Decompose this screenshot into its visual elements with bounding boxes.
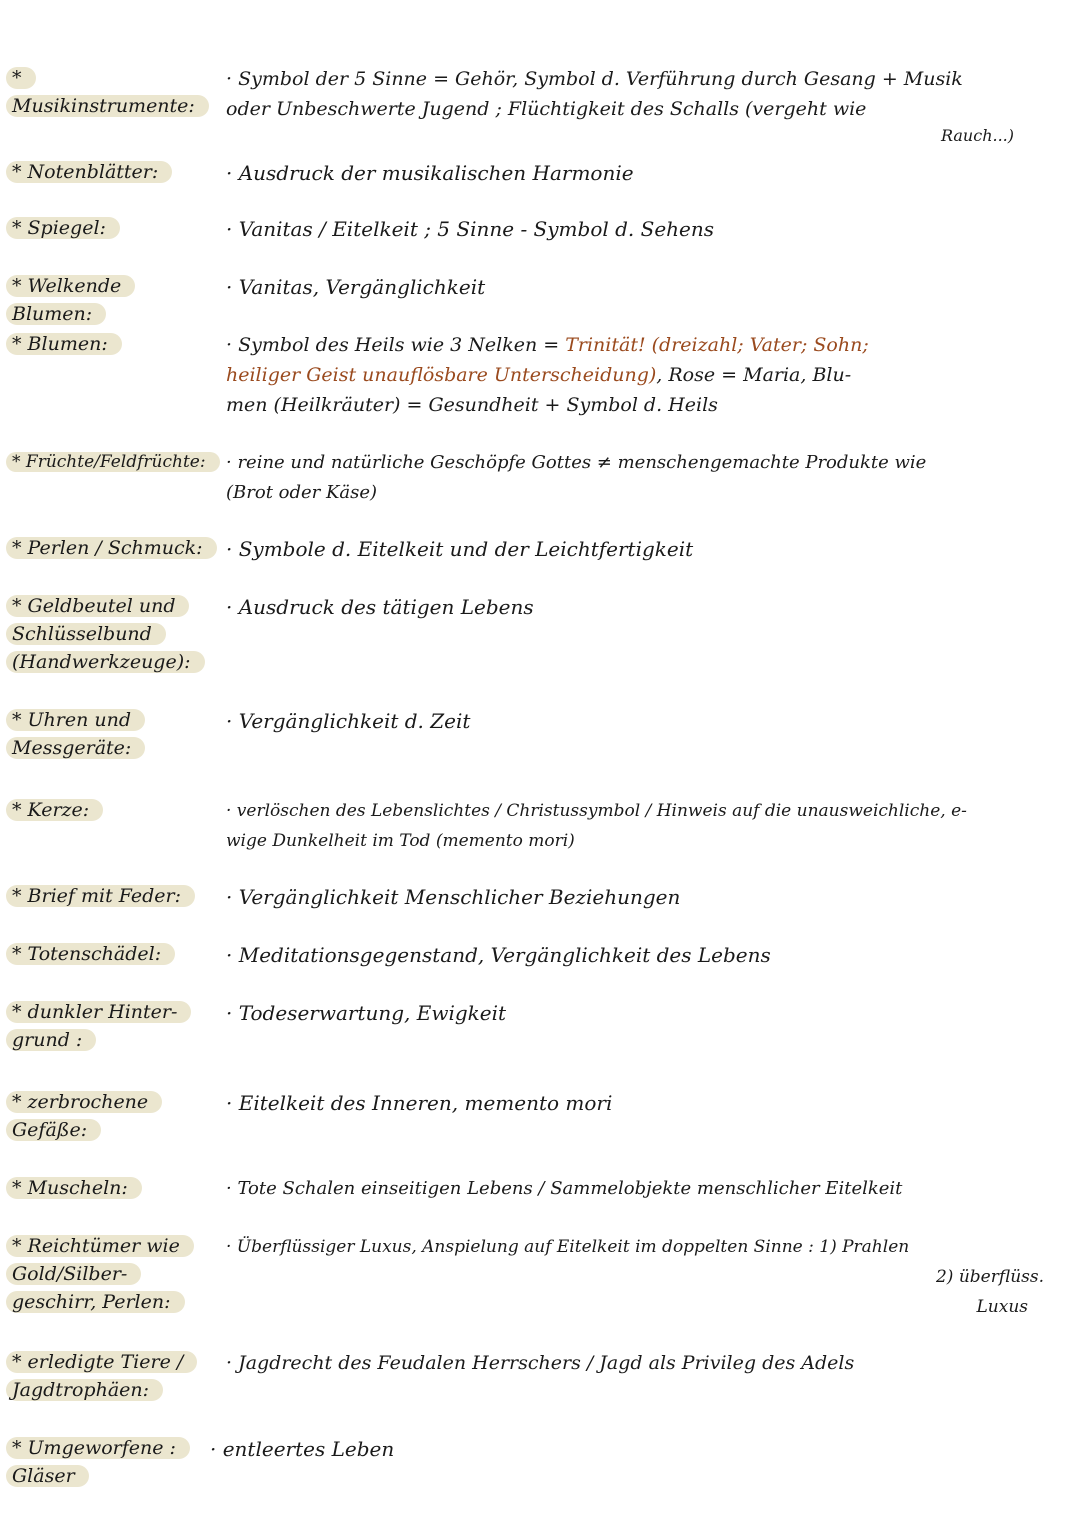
entry-term: * Geldbeutel und Schlüsselbund (Handwerkzeuge): [6,592,206,676]
entry-description: · Todeserwartung, Ewigkeit [226,1001,507,1025]
entry-term: * Umgeworfene : Gläser [6,1434,192,1490]
entry-term: * Welkende Blumen: [6,272,218,328]
entry-description: · entleertes Leben [210,1437,395,1461]
entry-term: * Reichtümer wie Gold/Silber- geschirr, Perlen: [6,1232,202,1316]
entry-term: * Blumen: [6,330,218,358]
entry-term: * erledigte Tiere / Jagdtrophäen: [6,1348,192,1404]
entry-term: * Musikinstrumente: [6,64,218,120]
entry-description: · Meditationsgegenstand, Vergänglichkeit des Lebens [226,943,771,967]
entry-description: · Vergänglichkeit Menschlicher Beziehungen [226,885,681,909]
entry-term: * Muscheln: [6,1174,218,1202]
entry-description: · Tote Schalen einseitigen Lebens / Sammelobjekte menschlicher Eitelkeit [226,1178,903,1199]
entry-term: * Brief mit Feder: [6,882,218,910]
entry-description: · Vergänglichkeit d. Zeit [226,709,471,733]
entry-description: · Ausdruck des tätigen Lebens [226,595,534,619]
entry-description: · verlöschen des Lebenslichtes / Christussymbol / Hinweis auf die unausweichliche, e- wige Dunkelheit im Tod (memento mori) [226,801,967,851]
entry-term: * Perlen / Schmuck: [6,534,218,562]
entry-description: · Vanitas / Eitelkeit ; 5 Sinne - Symbol d. Sehens [226,217,715,241]
accent-text: Trinität! (dreizahl; Vater; Sohn; [565,334,869,356]
entry-term: * Notenblätter: [6,158,218,186]
accent-text: heiliger Geist unauflösbare Unterscheidung) [226,364,657,386]
entry-description: · Symbol des Heils wie 3 Nelken = Trinität! (dreizahl; Vater; Sohn; heiliger Geist unauflösbare Unterscheidung), Rose = Maria, Blu- men (Heilkräuter) = Gesundheit + Symbol d. Heils [226,334,869,416]
entry-description: · reine und natürliche Geschöpfe Gottes ≠ menschengemachte Produkte wie (Brot oder Käse) [226,452,927,503]
entry-term: * Totenschädel: [6,940,218,968]
entry-term: * zerbrochene Gefäße: [6,1088,166,1144]
entry-description: · Eitelkeit des Inneren, memento mori [226,1091,613,1115]
entry-description: · Symbole d. Eitelkeit und der Leichtfertigkeit [226,537,694,561]
entry-description: · Symbol der 5 Sinne = Gehör, Symbol d. Verführung durch Gesang + Musik oder Unbeschwerte Jugend ; Flüchtigkeit des Schalls (vergeht wie Rauch...) [226,68,1014,145]
entry-term: * Früchte/Feldfrüchte: [6,448,226,476]
entry-term: * dunkler Hinter- grund : [6,998,186,1054]
entry-description: · Ausdruck der musikalischen Harmonie [226,161,634,185]
entry-description: · Jagdrecht des Feudalen Herrschers / Jagd als Privileg des Adels [226,1352,855,1374]
entry-term: * Uhren und Messgeräte: [6,706,176,762]
entry-term: * Kerze: [6,796,218,824]
entry-description: · Überflüssiger Luxus, Anspielung auf Eitelkeit im doppelten Sinne : 1) Prahlen 2) überflüss. Luxus [226,1237,1044,1317]
entry-description: · Vanitas, Vergänglichkeit [226,275,486,299]
entry-term: * Spiegel: [6,214,218,242]
